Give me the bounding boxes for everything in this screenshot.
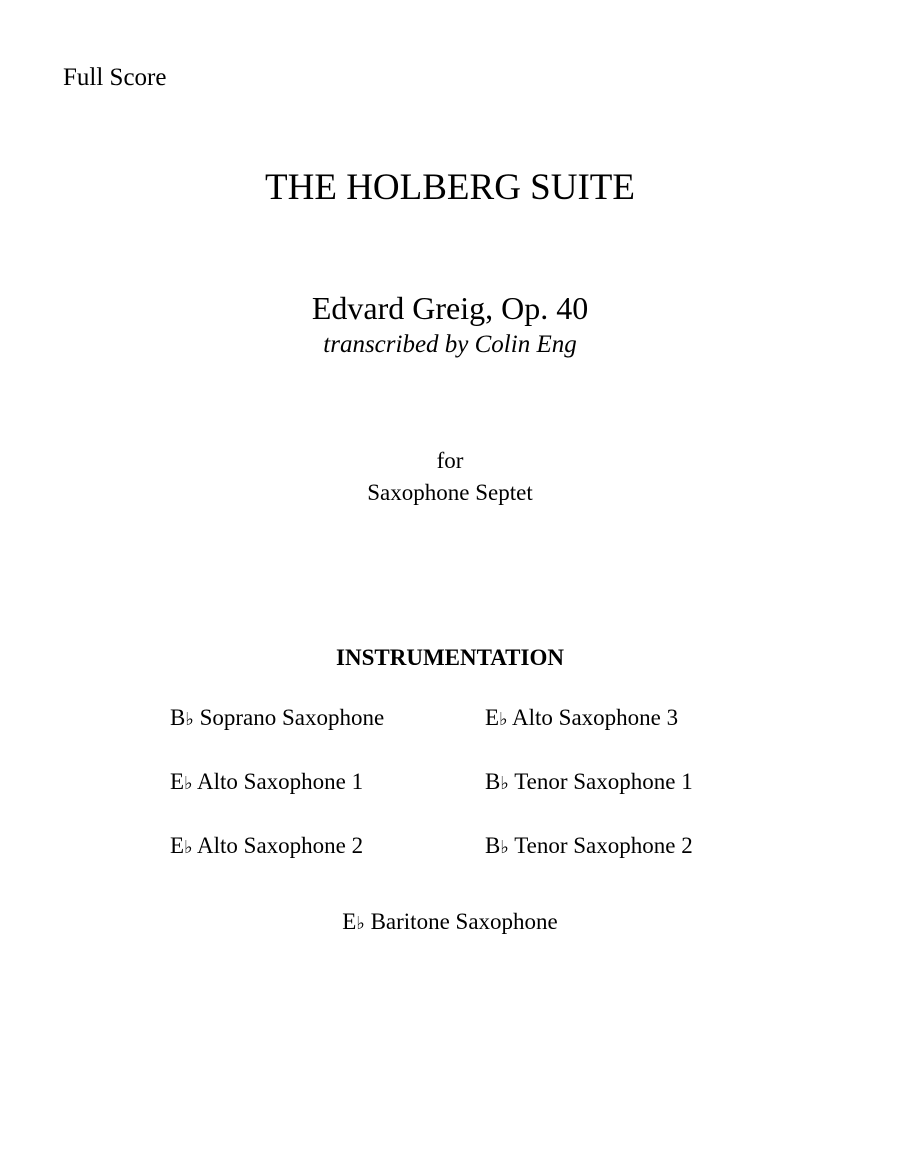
flat-symbol: ♭ — [185, 709, 194, 730]
instrument-name: Soprano Saxophone — [199, 705, 385, 730]
instrument-name: Tenor Saxophone 1 — [514, 769, 693, 794]
instrument-alto-sax-1 — [170, 769, 363, 795]
instrument-baritone-sax — [0, 909, 900, 935]
instrument-key: B — [170, 705, 186, 730]
instrument-tenor-sax-2 — [485, 833, 693, 859]
instrument-tenor-sax-1 — [485, 769, 693, 795]
instrument-alto-sax-2 — [170, 833, 363, 859]
instrument-name: Alto Saxophone 3 — [512, 705, 679, 730]
instrumentation-heading: INSTRUMENTATION — [336, 645, 564, 670]
ensemble-name: Saxophone Septet — [367, 480, 533, 505]
composer-line: Edvard Greig, Op. 40 — [311, 290, 589, 326]
instrument-key: E — [170, 769, 185, 794]
score-type-label: Full Score — [63, 64, 167, 91]
instrument-key: E — [342, 909, 357, 934]
instrument-name: Baritone Saxophone — [370, 909, 558, 934]
instrument-alto-sax-3 — [485, 705, 678, 731]
flat-symbol: ♭ — [500, 837, 509, 858]
flat-symbol: ♭ — [356, 913, 365, 934]
instrument-name: Tenor Saxophone 2 — [514, 833, 693, 858]
instrument-key: B — [485, 833, 501, 858]
page-title: THE HOLBERG SUITE — [265, 167, 635, 208]
instrument-key: E — [170, 833, 185, 858]
flat-symbol: ♭ — [499, 709, 508, 730]
for-label: for — [436, 448, 464, 473]
instrument-name: Alto Saxophone 2 — [197, 833, 364, 858]
flat-symbol: ♭ — [184, 837, 193, 858]
flat-symbol: ♭ — [500, 773, 509, 794]
flat-symbol: ♭ — [184, 773, 193, 794]
instrument-name: Alto Saxophone 1 — [197, 769, 364, 794]
instrument-key: E — [485, 705, 500, 730]
instrument-soprano-sax — [170, 705, 384, 731]
instrument-key: B — [485, 769, 501, 794]
arranger-credit: transcribed by Colin Eng — [323, 331, 577, 358]
